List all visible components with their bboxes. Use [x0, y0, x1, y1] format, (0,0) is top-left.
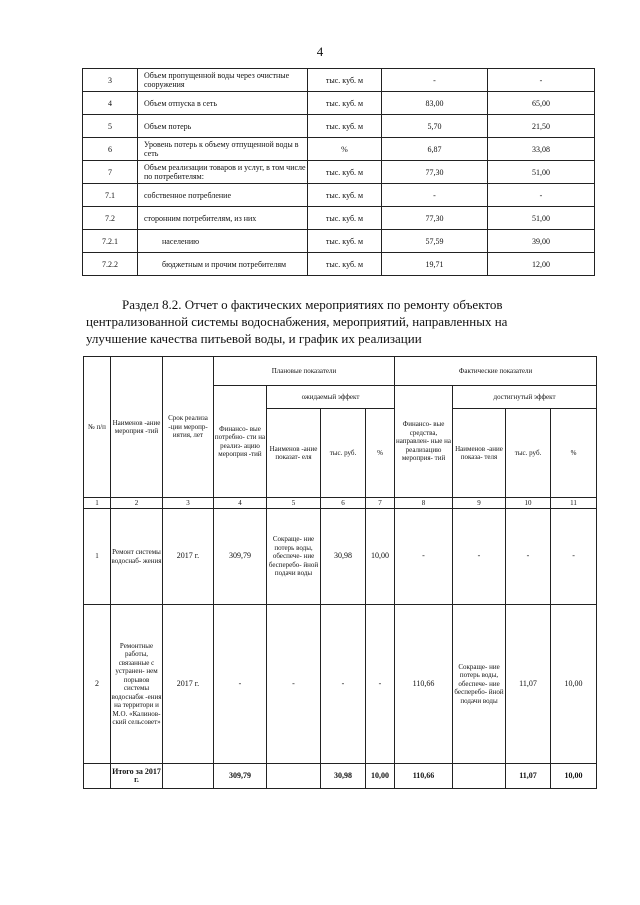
row-value-2: 51,00: [488, 161, 595, 184]
row-fact-fin: 110,66: [395, 605, 453, 764]
row-unit: тыс. куб. м: [308, 207, 382, 230]
row-plan-eff-rub: 30,98: [321, 509, 366, 605]
header-fact-fin: Финансо- вые средства, направлен- ные на реализацию мероприя- тий: [395, 386, 453, 498]
table-row: [83, 115, 595, 138]
total-plan-fin: 309,79: [214, 764, 267, 789]
table-row: [83, 207, 595, 230]
row-name: Ремонт системы водоснаб- жения: [111, 509, 163, 605]
table-row: [83, 69, 595, 92]
row-name: Объем отпуска в сеть: [138, 92, 308, 115]
row-unit: тыс. куб. м: [308, 230, 382, 253]
table-row: [84, 509, 597, 605]
row-value-1: 19,71: [382, 253, 488, 276]
total-plan-eff-name: [267, 764, 321, 789]
row-fact-fin: -: [395, 509, 453, 605]
row-fact-eff-pct: 10,00: [551, 605, 597, 764]
table-row: [83, 230, 595, 253]
header-expected: ожидаемый эффект: [267, 386, 395, 409]
index-cell: 10: [506, 498, 551, 509]
table-row: [83, 138, 595, 161]
total-row: [84, 764, 597, 789]
row-value-2: 12,00: [488, 253, 595, 276]
header-plan-eff-name: Наименов -ание показат- еля: [267, 409, 321, 498]
row-value-2: 51,00: [488, 207, 595, 230]
index-cell: 2: [111, 498, 163, 509]
row-name: бюджетным и прочим потребителям: [138, 253, 308, 276]
header-plan-fin: Финансо- вые потребно- сти на реализ- ацию мероприя -тий: [214, 386, 267, 498]
row-value-1: 77,30: [382, 161, 488, 184]
row-term: 2017 г.: [163, 509, 214, 605]
table-row: [83, 161, 595, 184]
row-name: населению: [138, 230, 308, 253]
row-value-2: 39,00: [488, 230, 595, 253]
header-plan-eff-rub: тыс. руб.: [321, 409, 366, 498]
row-plan-fin: -: [214, 605, 267, 764]
index-cell: 4: [214, 498, 267, 509]
row-unit: %: [308, 138, 382, 161]
row-value-1: 57,59: [382, 230, 488, 253]
total-fact-eff-name: [453, 764, 506, 789]
header-planned: Плановые показатели: [214, 357, 395, 386]
repair-measures-table: [83, 356, 597, 789]
table-row: [84, 605, 597, 764]
row-num: 1: [84, 509, 111, 605]
row-num: 7.2.2: [83, 253, 138, 276]
total-num: [84, 764, 111, 789]
row-num: 6: [83, 138, 138, 161]
header-num: № п/п: [84, 357, 111, 498]
total-fact-fin: 110,66: [395, 764, 453, 789]
index-cell: 3: [163, 498, 214, 509]
table-row: [83, 184, 595, 207]
row-num: 7.2.1: [83, 230, 138, 253]
total-plan-eff-pct: 10,00: [366, 764, 395, 789]
section-heading: [86, 296, 596, 347]
row-name: собственное потребление: [138, 184, 308, 207]
row-name: Объем потерь: [138, 115, 308, 138]
row-fact-eff-pct: -: [551, 509, 597, 605]
row-value-1: 5,70: [382, 115, 488, 138]
row-unit: тыс. куб. м: [308, 92, 382, 115]
row-plan-eff-pct: 10,00: [366, 509, 395, 605]
table-row: [83, 92, 595, 115]
row-name: Объем пропущенной воды через очистные сооружения: [138, 69, 308, 92]
row-plan-eff-name: Сокраще- ние потерь воды, обеспече- ние бесперебо- йной подачи воды: [267, 509, 321, 605]
total-label: Итого за 2017 г.: [111, 764, 163, 789]
header-actual: Фактические показатели: [395, 357, 597, 386]
row-value-2: 33,08: [488, 138, 595, 161]
row-num: 5: [83, 115, 138, 138]
row-num: 3: [83, 69, 138, 92]
total-fact-eff-pct: 10,00: [551, 764, 597, 789]
row-unit: тыс. куб. м: [308, 69, 382, 92]
row-unit: тыс. куб. м: [308, 115, 382, 138]
header-fact-eff-rub: тыс. руб.: [506, 409, 551, 498]
row-value-1: 77,30: [382, 207, 488, 230]
total-term: [163, 764, 214, 789]
row-fact-eff-rub: -: [506, 509, 551, 605]
index-cell: 1: [84, 498, 111, 509]
water-balance-table: [82, 68, 595, 276]
total-fact-eff-rub: 11,07: [506, 764, 551, 789]
row-num: 7: [83, 161, 138, 184]
row-name: сторонним потребителям, из них: [138, 207, 308, 230]
row-name: Уровень потерь к объему отпущенной воды в сеть: [138, 138, 308, 161]
row-fact-eff-name: -: [453, 509, 506, 605]
index-cell: 7: [366, 498, 395, 509]
header-term: Срок реализа -ции меропр- иятия, лет: [163, 357, 214, 498]
row-name: Ремонтные работы, связанные с устранен- нем порывов системы водоснабж -ения на территори и М.О. «Калинов- ский сельсовет»: [111, 605, 163, 764]
row-value-1: -: [382, 69, 488, 92]
index-cell: 6: [321, 498, 366, 509]
row-plan-eff-rub: -: [321, 605, 366, 764]
row-num: 7.1: [83, 184, 138, 207]
row-unit: тыс. куб. м: [308, 184, 382, 207]
row-name: Объем реализации товаров и услуг, в том числе по потребителям:: [138, 161, 308, 184]
row-value-1: 83,00: [382, 92, 488, 115]
row-term: 2017 г.: [163, 605, 214, 764]
row-plan-eff-pct: -: [366, 605, 395, 764]
row-num: 2: [84, 605, 111, 764]
row-num: 4: [83, 92, 138, 115]
section-heading-line-1: Раздел 8.2. Отчет о фактических мероприятиях по ремонту объектов: [122, 297, 503, 312]
row-value-1: -: [382, 184, 488, 207]
row-fact-eff-rub: 11,07: [506, 605, 551, 764]
section-heading-line-3: улучшение качества питьевой воды, и график их реализации: [86, 331, 422, 346]
column-index-row: [84, 498, 597, 509]
row-fact-eff-name: Сокраще- ние потерь воды, обеспече- ние бесперебо- йной подачи воды: [453, 605, 506, 764]
row-value-2: 65,00: [488, 92, 595, 115]
row-value-2: 21,50: [488, 115, 595, 138]
header-achieved: достигнутый эффект: [453, 386, 597, 409]
row-plan-eff-name: -: [267, 605, 321, 764]
total-plan-eff-rub: 30,98: [321, 764, 366, 789]
page-number: 4: [316, 44, 324, 59]
index-cell: 8: [395, 498, 453, 509]
row-value-1: 6,87: [382, 138, 488, 161]
header-fact-eff-name: Наименов -ание показа- теля: [453, 409, 506, 498]
section-heading-line-2: централизованной системы водоснабжения, мероприятий, направленных на: [86, 314, 508, 329]
table-row: [83, 253, 595, 276]
row-value-2: -: [488, 69, 595, 92]
header-fact-eff-pct: %: [551, 409, 597, 498]
index-cell: 5: [267, 498, 321, 509]
header-plan-eff-pct: %: [366, 409, 395, 498]
row-unit: тыс. куб. м: [308, 253, 382, 276]
row-unit: тыс. куб. м: [308, 161, 382, 184]
row-value-2: -: [488, 184, 595, 207]
header-name: Наименов -ание мероприя -тий: [111, 357, 163, 498]
index-cell: 11: [551, 498, 597, 509]
index-cell: 9: [453, 498, 506, 509]
row-plan-fin: 309,79: [214, 509, 267, 605]
row-num: 7.2: [83, 207, 138, 230]
